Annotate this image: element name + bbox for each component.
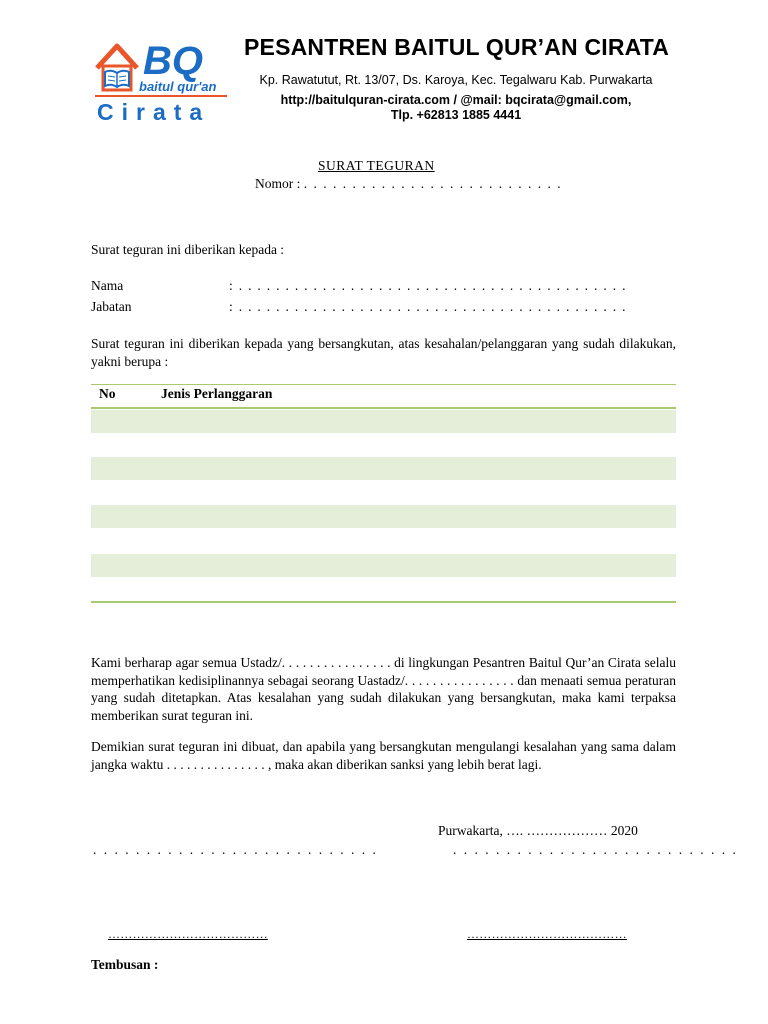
logo-bq-text: BQ <box>143 39 203 83</box>
header-address: Kp. Rawatutut, Rt. 13/07, Ds. Karoya, Kec. Tegalwaru Kab. Purwakarta <box>259 73 653 87</box>
table-row <box>91 457 676 480</box>
table-bottom-border <box>91 601 676 603</box>
jabatan-label: Jabatan <box>91 299 132 314</box>
tembusan-label: Tembusan : <box>91 957 159 972</box>
signature-line-right: ………………………………… <box>467 927 627 941</box>
nama-label: Nama <box>91 278 124 293</box>
org-name: PESANTREN BAITUL QUR’AN CIRATA <box>244 34 670 60</box>
nomor-label: Nomor : <box>255 176 301 191</box>
nama-field: : . . . . . . . . . . . . . . . . . . . . . . . . . . . . . . . . . . . . . . . . . . <box>229 278 627 293</box>
logo-subtitle: baitul qur'an <box>139 79 217 94</box>
letter-number <box>255 176 562 192</box>
logo-mark <box>93 38 233 128</box>
paragraph-expectation: Kami berharap agar semua Ustadz/. . . . . . . . . . . . . . . . di lingkungan Pesantren Baitul Qur’an Cirata selalu memperhatikan kedisiplinannya sebagai seorang Uastadz/. . . . . . . . . . . . . . . . dan menaati semua peraturan yang sudah ditetapkan. Atas kesalahan yang sudah dilakukan yang bersangkutan, maka kami terpaksa memberikan surat teguran ini. <box>91 655 676 723</box>
header-phone: Tlp. +62813 1885 4441 <box>390 108 522 122</box>
table-row <box>91 505 676 528</box>
signer-title-left: . . . . . . . . . . . . . . . . . . . . . . . . . . . <box>93 842 378 857</box>
logo <box>93 38 233 128</box>
jabatan-field: : . . . . . . . . . . . . . . . . . . . . . . . . . . . . . . . . . . . . . . . . . . <box>229 299 627 314</box>
place-date: Purwakarta, …. ……………… 2020 <box>438 823 638 838</box>
signature-line-left: ………………………………… <box>108 927 268 941</box>
table-header-jenis: Jenis Perlanggaran <box>161 386 273 401</box>
table-row <box>91 410 676 433</box>
letter-title: SURAT TEGURAN <box>318 158 435 173</box>
paragraph-closing: Demikian surat teguran ini dibuat, dan apabila yang bersangkutan mengulangi kesalahan yang sama dalam jangka waktu . . . . . . . . . . . . . . . , maka akan diberikan sanksi yang lebih berat lagi. <box>91 739 676 772</box>
intro-text: Surat teguran ini diberikan kepada : <box>91 242 285 257</box>
nomor-dots: . . . . . . . . . . . . . . . . . . . . . . . . . . . <box>303 176 563 191</box>
table-top-border <box>91 384 676 385</box>
logo-city: Cirata <box>97 99 211 125</box>
paragraph-reason: Surat teguran ini diberikan kepada yang bersangkutan, atas kesahalan/pelanggaran yang sudah dilakukan, yakni berupa : <box>91 336 676 369</box>
signer-title-right: . . . . . . . . . . . . . . . . . . . . . . . . . . . <box>453 842 738 857</box>
table-row <box>91 554 676 577</box>
header-web-email: http://baitulquran-cirata.com / @mail: bqcirata@gmail.com, <box>280 93 632 107</box>
table-header-border <box>91 407 676 409</box>
table-header-no: No <box>99 386 116 401</box>
